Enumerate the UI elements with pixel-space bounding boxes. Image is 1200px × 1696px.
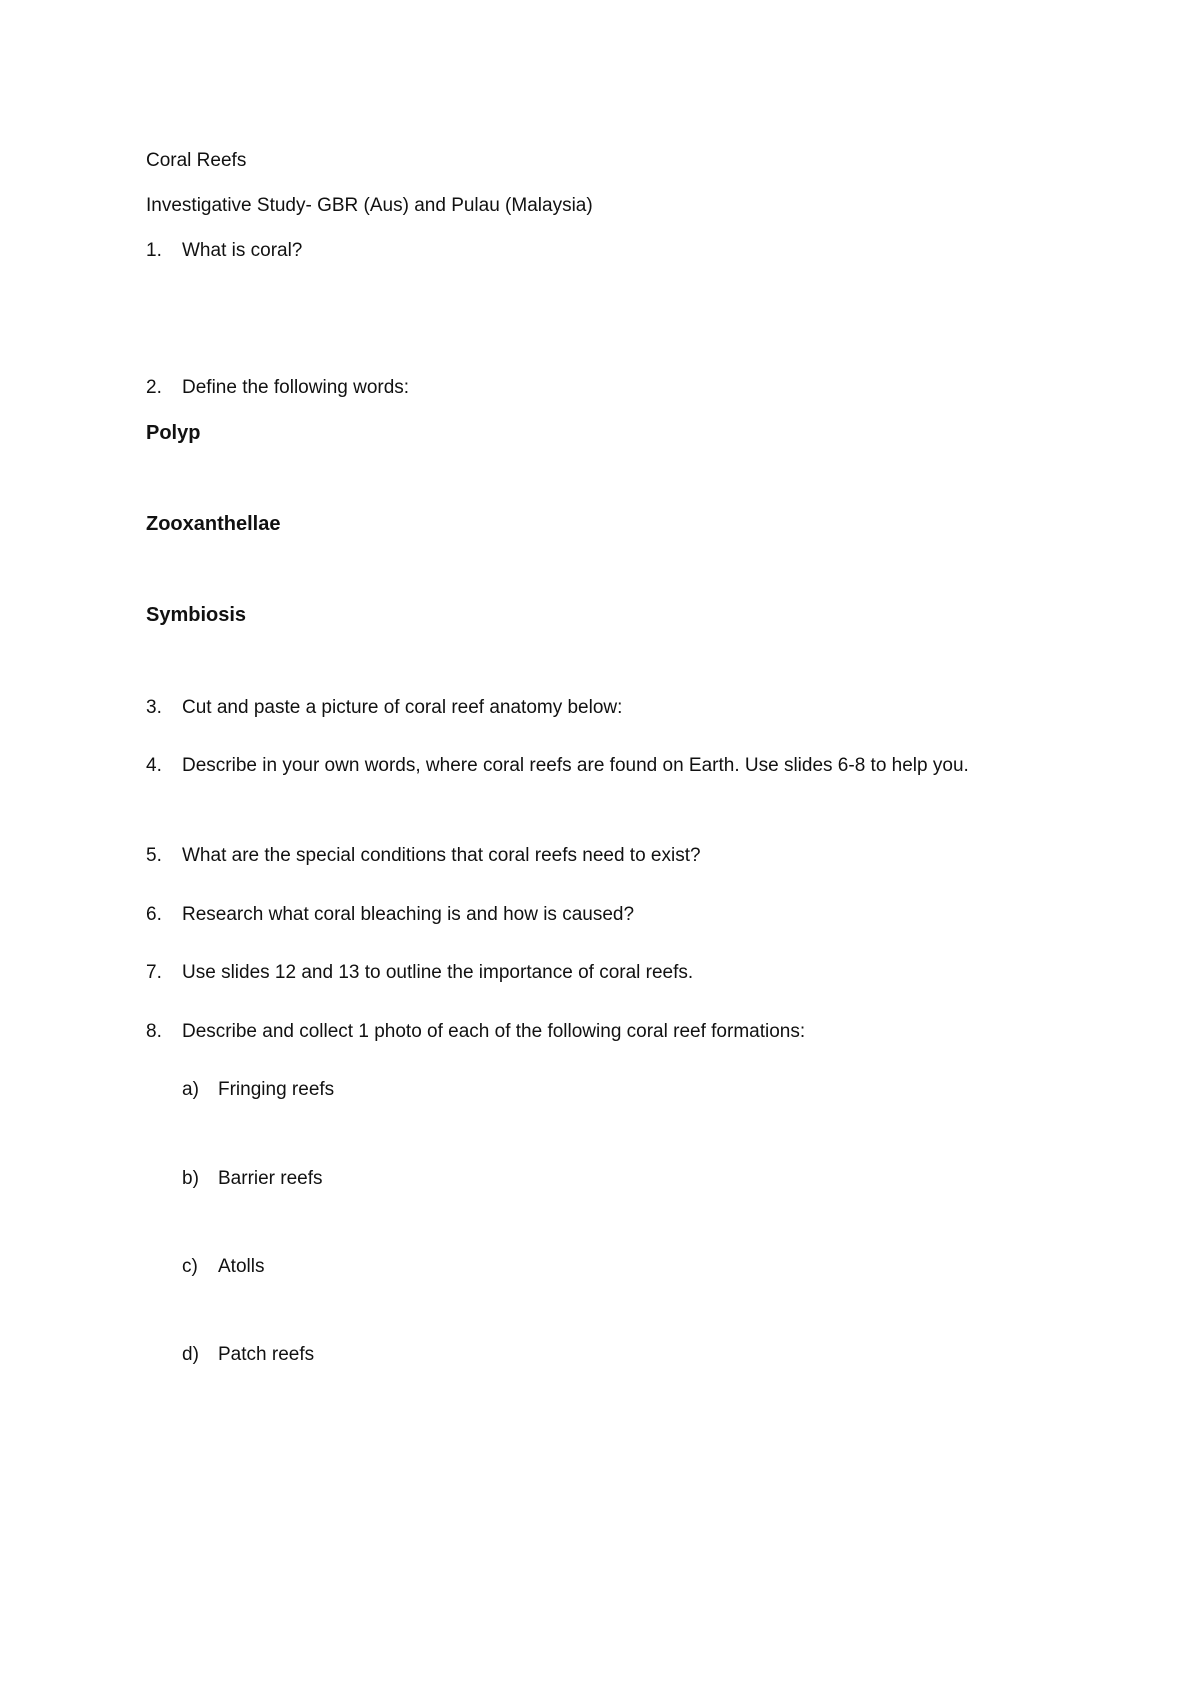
formation-text: Barrier reefs	[218, 1168, 323, 1189]
question-7	[146, 961, 693, 985]
formation-text: Patch reefs	[218, 1344, 315, 1365]
question-2	[146, 376, 409, 400]
question-number: 4.	[146, 755, 162, 776]
formation-letter: d)	[182, 1344, 199, 1365]
formation-item	[182, 1255, 264, 1279]
question-3	[146, 696, 622, 720]
term-polyp: Polyp	[146, 422, 201, 444]
question-5	[146, 844, 701, 868]
question-text: What are the special conditions that coral reefs need to exist?	[182, 845, 701, 866]
formation-item	[182, 1167, 323, 1191]
question-text: Cut and paste a picture of coral reef anatomy below:	[182, 697, 623, 718]
question-number: 5.	[146, 845, 162, 866]
question-8	[146, 1020, 805, 1044]
question-text: Define the following words:	[182, 377, 410, 398]
formation-text: Atolls	[218, 1256, 265, 1277]
question-text: Use slides 12 and 13 to outline the importance of coral reefs.	[182, 962, 694, 983]
term-symbiosis: Symbiosis	[146, 604, 247, 626]
question-text: Describe in your own words, where coral reefs are found on Earth. Use slides 6-8 to help you.	[182, 755, 969, 776]
question-number: 3.	[146, 697, 162, 718]
question-number: 8.	[146, 1021, 162, 1042]
document-title: Coral Reefs	[146, 150, 247, 171]
question-6	[146, 903, 634, 927]
question-text: Describe and collect 1 photo of each of the following coral reef formations:	[182, 1021, 806, 1042]
formation-item	[182, 1343, 314, 1367]
question-1	[146, 239, 302, 263]
question-number: 2.	[146, 377, 162, 398]
formation-item	[182, 1078, 334, 1102]
formation-text: Fringing reefs	[218, 1079, 335, 1100]
document-subtitle: Investigative Study- GBR (Aus) and Pulau (Malaysia)	[146, 195, 593, 216]
formation-letter: a)	[182, 1079, 199, 1100]
question-text: What is coral?	[182, 240, 303, 261]
question-number: 7.	[146, 962, 162, 983]
question-4	[146, 754, 969, 778]
formation-letter: c)	[182, 1256, 198, 1277]
question-text: Research what coral bleaching is and how is caused?	[182, 904, 635, 925]
question-number: 1.	[146, 240, 162, 261]
term-zooxanthellae: Zooxanthellae	[146, 513, 281, 535]
question-number: 6.	[146, 904, 162, 925]
formation-letter: b)	[182, 1168, 199, 1189]
